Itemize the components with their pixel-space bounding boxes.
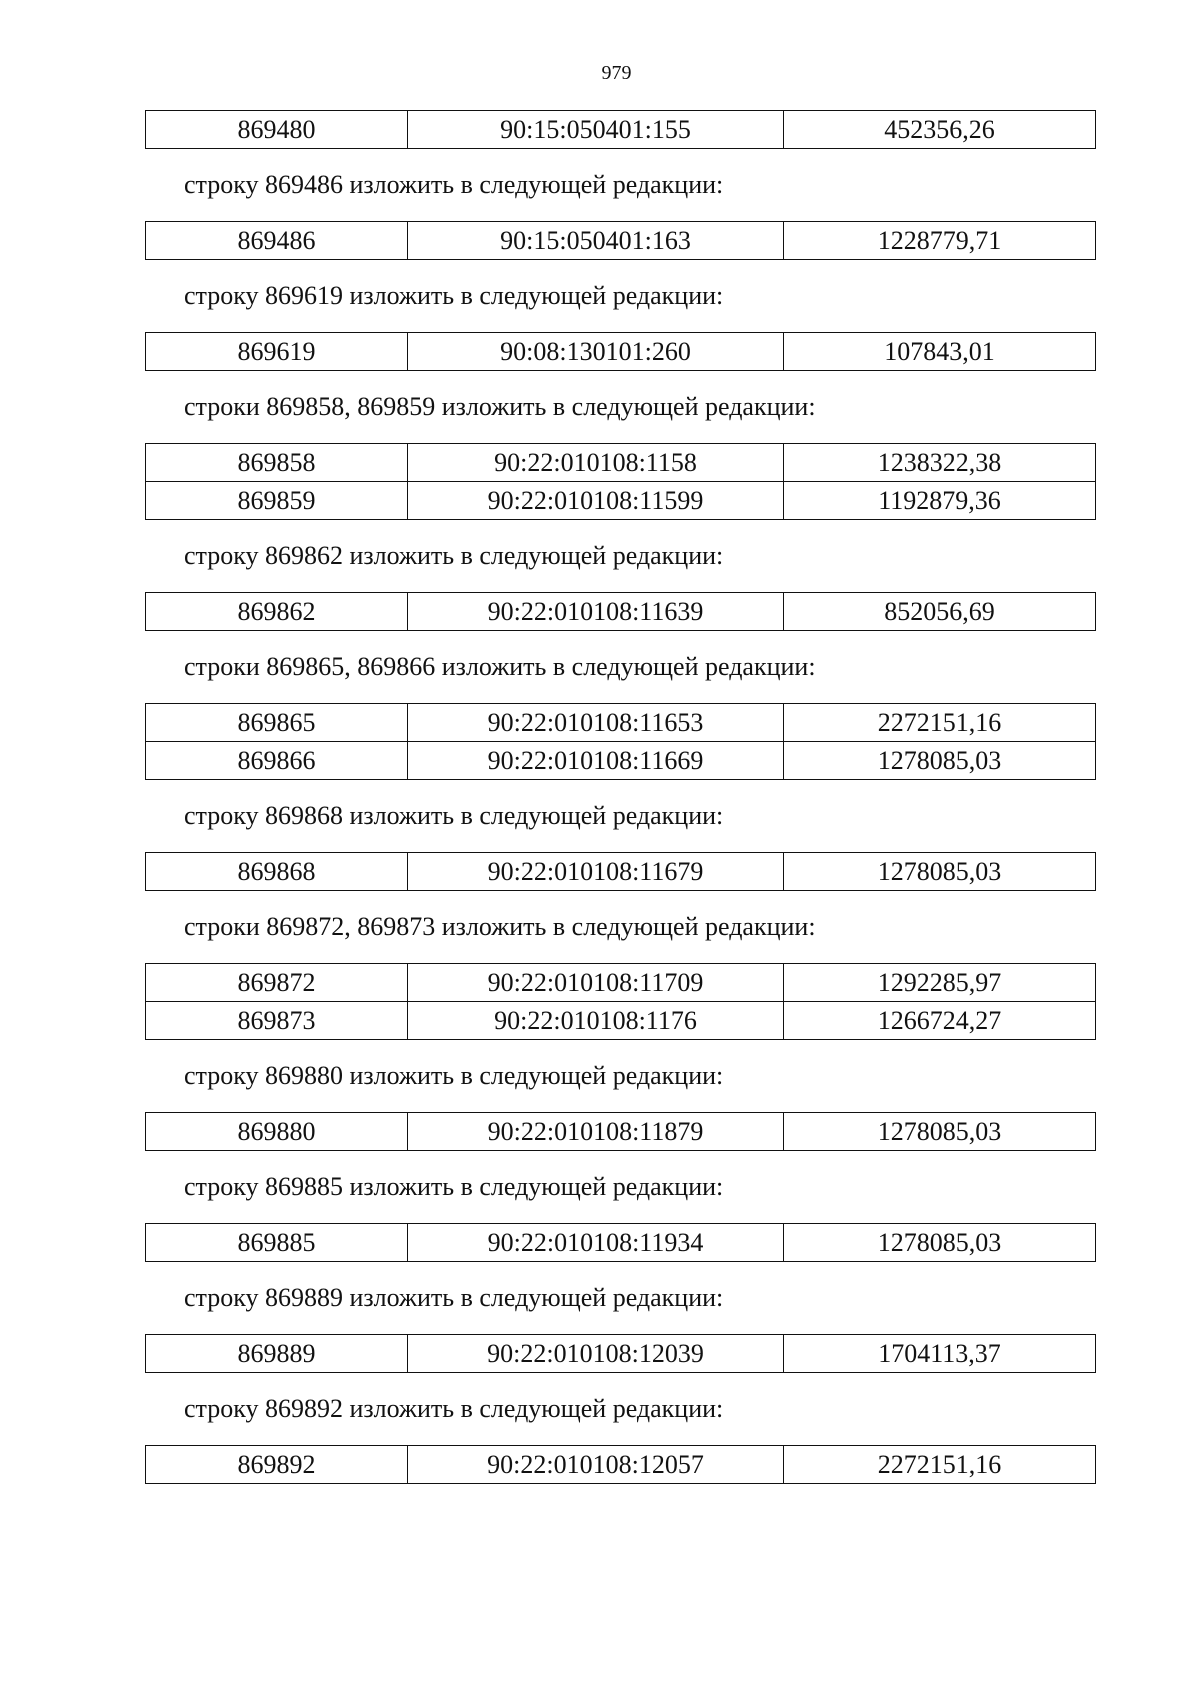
- cadastral-value-cell: 1292285,97: [784, 964, 1096, 1002]
- row-number-cell: 869858: [146, 444, 408, 482]
- cadastral-value-cell: 2272151,16: [784, 1446, 1096, 1484]
- table-row: [146, 593, 1096, 631]
- amendment-table: [145, 1445, 1096, 1484]
- amendment-table: [145, 963, 1096, 1040]
- cadastral-value-cell: 1278085,03: [784, 1224, 1096, 1262]
- cadastral-number-cell: 90:08:130101:260: [408, 333, 784, 371]
- cadastral-number-cell: 90:22:010108:12057: [408, 1446, 784, 1484]
- table-row: [146, 1224, 1096, 1262]
- amendment-table: [145, 703, 1096, 780]
- table-row: [146, 853, 1096, 891]
- amendment-section: [0, 110, 1200, 149]
- amendment-section: [0, 371, 1200, 520]
- cadastral-number-cell: 90:15:050401:163: [408, 222, 784, 260]
- amendment-instruction: строки 869865, 869866 изложить в следующей редакции:: [184, 652, 816, 681]
- cadastral-number-cell: 90:22:010108:11653: [408, 704, 784, 742]
- table-row: [146, 444, 1096, 482]
- row-number-cell: 869880: [146, 1113, 408, 1151]
- amendment-table: [145, 332, 1096, 371]
- row-number-cell: 869889: [146, 1335, 408, 1373]
- amendment-section: [0, 891, 1200, 1040]
- table-row: [146, 222, 1096, 260]
- cadastral-value-cell: 1704113,37: [784, 1335, 1096, 1373]
- amendment-instruction: строки 869872, 869873 изложить в следующей редакции:: [184, 912, 816, 941]
- row-number-cell: 869865: [146, 704, 408, 742]
- amendment-instruction: строку 869885 изложить в следующей редакции:: [184, 1172, 724, 1201]
- amendment-section: [0, 520, 1200, 631]
- amendment-section: [0, 260, 1200, 371]
- amendment-section: [0, 1373, 1200, 1484]
- cadastral-value-cell: 1266724,27: [784, 1002, 1096, 1040]
- table-row: [146, 964, 1096, 1002]
- amendment-instruction: строку 869892 изложить в следующей редакции:: [184, 1394, 724, 1423]
- amendment-table: [145, 110, 1096, 149]
- amendment-instruction: строки 869858, 869859 изложить в следующей редакции:: [184, 392, 816, 421]
- table-row: [146, 1002, 1096, 1040]
- amendment-table: [145, 1223, 1096, 1262]
- table-row: [146, 704, 1096, 742]
- row-number-cell: 869892: [146, 1446, 408, 1484]
- amendment-instruction: строку 869619 изложить в следующей редакции:: [184, 281, 724, 310]
- cadastral-number-cell: 90:22:010108:1158: [408, 444, 784, 482]
- cadastral-number-cell: 90:22:010108:12039: [408, 1335, 784, 1373]
- table-row: [146, 1446, 1096, 1484]
- amendment-section: [0, 1151, 1200, 1262]
- amendment-table: [145, 1112, 1096, 1151]
- amendment-instruction: строку 869862 изложить в следующей редакции:: [184, 541, 724, 570]
- row-number-cell: 869866: [146, 742, 408, 780]
- cadastral-value-cell: 1278085,03: [784, 742, 1096, 780]
- cadastral-value-cell: 1278085,03: [784, 853, 1096, 891]
- table-row: [146, 333, 1096, 371]
- row-number-cell: 869873: [146, 1002, 408, 1040]
- amendment-instruction: строку 869880 изложить в следующей редакции:: [184, 1061, 724, 1090]
- cadastral-number-cell: 90:15:050401:155: [408, 111, 784, 149]
- cadastral-number-cell: 90:22:010108:11709: [408, 964, 784, 1002]
- cadastral-value-cell: 1192879,36: [784, 482, 1096, 520]
- cadastral-value-cell: 1278085,03: [784, 1113, 1096, 1151]
- row-number-cell: 869862: [146, 593, 408, 631]
- row-number-cell: 869885: [146, 1224, 408, 1262]
- row-number-cell: 869480: [146, 111, 408, 149]
- amendment-section: [0, 1040, 1200, 1151]
- cadastral-number-cell: 90:22:010108:11599: [408, 482, 784, 520]
- cadastral-number-cell: 90:22:010108:11879: [408, 1113, 784, 1151]
- amendment-section: [0, 1262, 1200, 1373]
- table-row: [146, 742, 1096, 780]
- amendment-table: [145, 221, 1096, 260]
- amendment-instruction: строку 869486 изложить в следующей редакции:: [184, 170, 724, 199]
- cadastral-value-cell: 107843,01: [784, 333, 1096, 371]
- row-number-cell: 869486: [146, 222, 408, 260]
- page-number: 979: [601, 62, 632, 84]
- amendment-table: [145, 852, 1096, 891]
- table-row: [146, 1335, 1096, 1373]
- amendment-table: [145, 592, 1096, 631]
- row-number-cell: 869872: [146, 964, 408, 1002]
- document-body: [0, 110, 1200, 1484]
- cadastral-number-cell: 90:22:010108:11639: [408, 593, 784, 631]
- row-number-cell: 869859: [146, 482, 408, 520]
- cadastral-value-cell: 852056,69: [784, 593, 1096, 631]
- amendment-section: [0, 149, 1200, 260]
- cadastral-value-cell: 1238322,38: [784, 444, 1096, 482]
- row-number-cell: 869868: [146, 853, 408, 891]
- amendment-section: [0, 631, 1200, 780]
- table-row: [146, 111, 1096, 149]
- row-number-cell: 869619: [146, 333, 408, 371]
- amendment-instruction: строку 869868 изложить в следующей редакции:: [184, 801, 724, 830]
- table-row: [146, 482, 1096, 520]
- cadastral-number-cell: 90:22:010108:11669: [408, 742, 784, 780]
- table-row: [146, 1113, 1096, 1151]
- cadastral-number-cell: 90:22:010108:11934: [408, 1224, 784, 1262]
- amendment-table: [145, 443, 1096, 520]
- cadastral-value-cell: 1228779,71: [784, 222, 1096, 260]
- cadastral-number-cell: 90:22:010108:1176: [408, 1002, 784, 1040]
- amendment-section: [0, 780, 1200, 891]
- amendment-table: [145, 1334, 1096, 1373]
- cadastral-number-cell: 90:22:010108:11679: [408, 853, 784, 891]
- cadastral-value-cell: 2272151,16: [784, 704, 1096, 742]
- amendment-instruction: строку 869889 изложить в следующей редакции:: [184, 1283, 724, 1312]
- cadastral-value-cell: 452356,26: [784, 111, 1096, 149]
